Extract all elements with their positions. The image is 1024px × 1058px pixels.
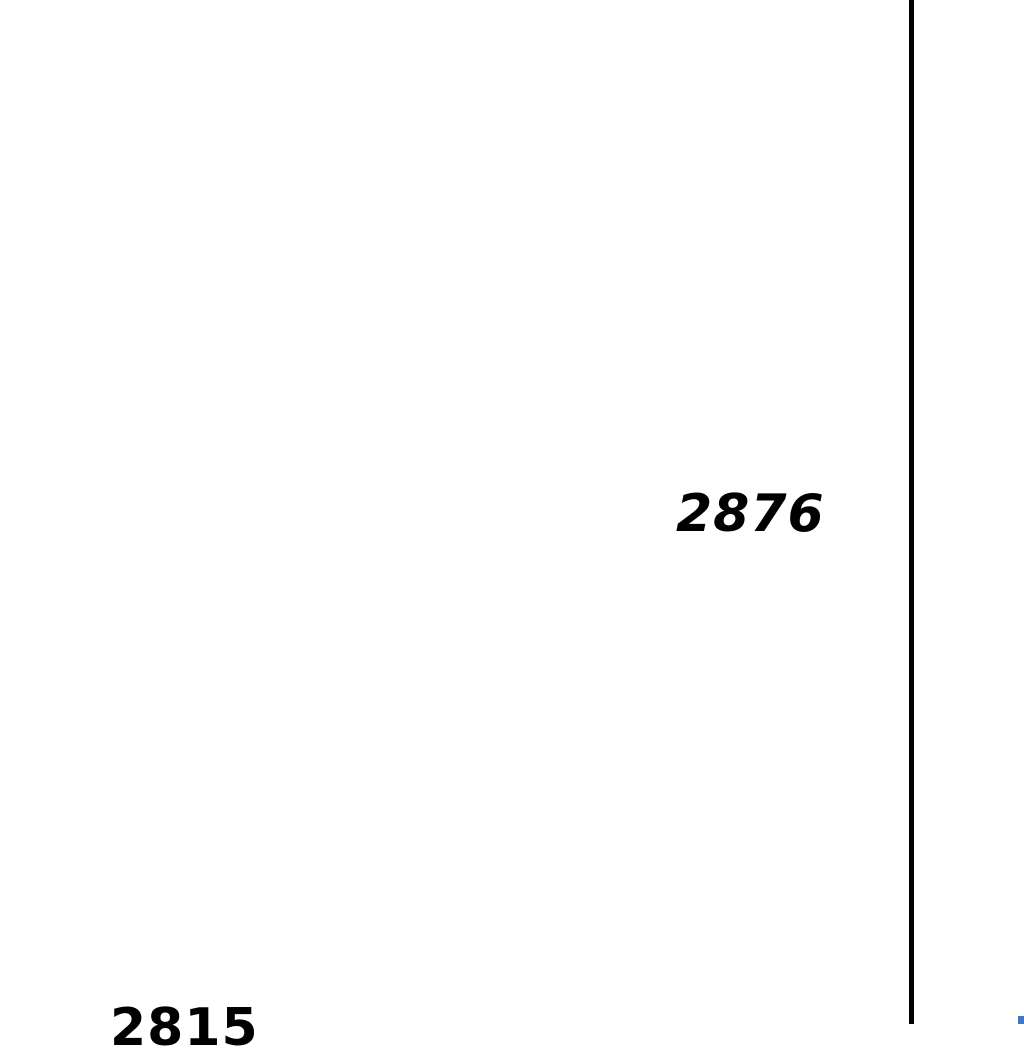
boundary-line [909, 0, 914, 1024]
edge-mark [1018, 1016, 1024, 1024]
map-label-upper: 2876 [676, 484, 825, 544]
map-label-lower: 2815 [110, 998, 259, 1058]
